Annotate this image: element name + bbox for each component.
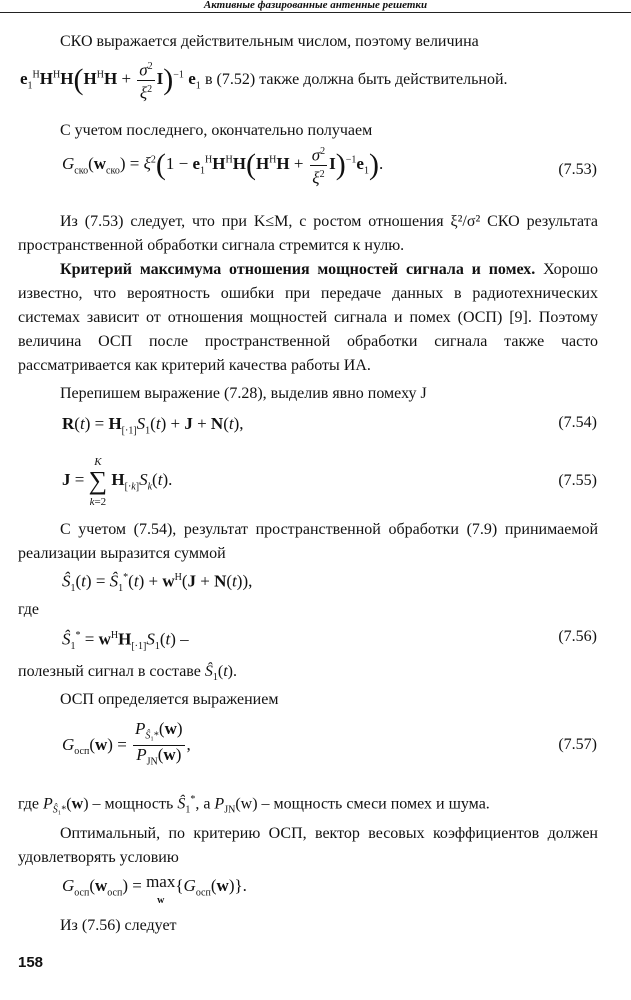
paragraph-9-b: , а	[195, 795, 211, 813]
equation-inline-hermitian: $e_1^HH^HH(H^HH$ + $\frac{\sigma^2}{\xi^2}$ I)$^{-1}$ $e_1$ в (7.52) также должна быть действительной.	[20, 58, 508, 102]
equation-7-55: J = K ∑ k=2 $H_{[\cdot k]}S_k(t)$.	[62, 456, 173, 508]
equation-sum-result: $Ŝ_1(t)$ = $Ŝ_1^*(t) + w^H(J + N(t))$,	[62, 571, 253, 595]
equation-number-7-56: (7.56)	[558, 628, 597, 645]
equation-7-56: $Ŝ_1^* = w^HH_{[\cdot 1]}S_1(t)$ –	[62, 629, 189, 653]
equation-argmax: $G_{осп}(w_{осп}) = \max$ $w\{G_{осп}(w)\}$.	[62, 872, 247, 906]
paragraph-3: Из (7.53) следует, что при K≤M, с ростом отношения ξ²/σ² СКО результата пространственной обработки сигнала стремится к нулю.	[18, 213, 598, 254]
equation-number-7-57: (7.57)	[558, 736, 597, 753]
paragraph-2: С учетом последнего, окончательно получаем	[60, 122, 373, 139]
paragraph-1: СКО выражается действительным числом, поэтому величина	[60, 33, 479, 50]
paragraph-10: Оптимальный, по критерию ОСП, вектор весовых коэффициентов должен удовлетворять условию	[18, 825, 598, 866]
paragraph-6: С учетом (7.54), результат пространственной обработки (7.9) принимаемой реализации выразится суммой	[18, 521, 598, 562]
where-label-2: где	[18, 795, 40, 813]
paragraph-11: Из (7.56) следует	[60, 917, 177, 934]
paragraph-7: полезный сигнал в составе $Ŝ_1(t)$.	[18, 663, 237, 684]
equation-7-54: $R(t) = H_{[\cdot 1]}S_1(t) + J + N(t)$,	[62, 414, 244, 437]
paragraph-5-text: Перепишем выражение (7.28), выделив явно помеху J	[60, 385, 427, 402]
equation-number-7-55: (7.55)	[558, 472, 597, 489]
equation-number-7-53: (7.53)	[558, 161, 597, 178]
paragraph-4	[18, 258, 598, 378]
paragraph-5	[18, 382, 598, 406]
running-head: Активные фазированные антенные решетки	[0, 0, 631, 13]
paragraph-9: где $P_{Ŝ_1*}(w)$ – мощность $Ŝ_1^*$, а $P_{JN}(w)$ – мощность смеси помех и шума.	[18, 794, 490, 816]
paragraph-9-a: – мощность	[92, 795, 174, 813]
paragraph-9-c: – мощность смеси помех и шума.	[261, 795, 490, 813]
paragraph-7-text: полезный сигнал в составе	[18, 663, 201, 680]
where-label-1: где	[18, 601, 40, 618]
equation-number-7-54: (7.54)	[558, 414, 597, 431]
equation-7-53: $G_{ско}(w_{ско}) = \xi^2(1 - e_1^HH^HH(H^HH$ + $\frac{\sigma^2}{\xi^2}$ $I)^{-1}e_1$).	[62, 143, 383, 187]
section-heading-snr: Критерий максимума отношения мощностей сигнала и помех.	[60, 261, 536, 278]
paragraph-1-tail: в (7.52) также должна быть действительной.	[204, 71, 508, 89]
page-number: 158	[18, 954, 44, 971]
paragraph-8: ОСП определяется выражением	[60, 691, 279, 708]
equation-7-57: $G_{осп}(w)$ = $\frac{P_{Ŝ_1*}(w)}{P_{JN}(w)}$ ,	[62, 719, 191, 768]
paragraph-4-body: Хорошо известно, что вероятность ошибки при передаче данных в радиотехнических системах зависит от отношения мощностей сигнала и помех (ОСП) [9]. Поэтому величина ОСП после пространственной обработки сигнала также часто рассматривается как критерий качества работы ИА.	[18, 261, 598, 374]
